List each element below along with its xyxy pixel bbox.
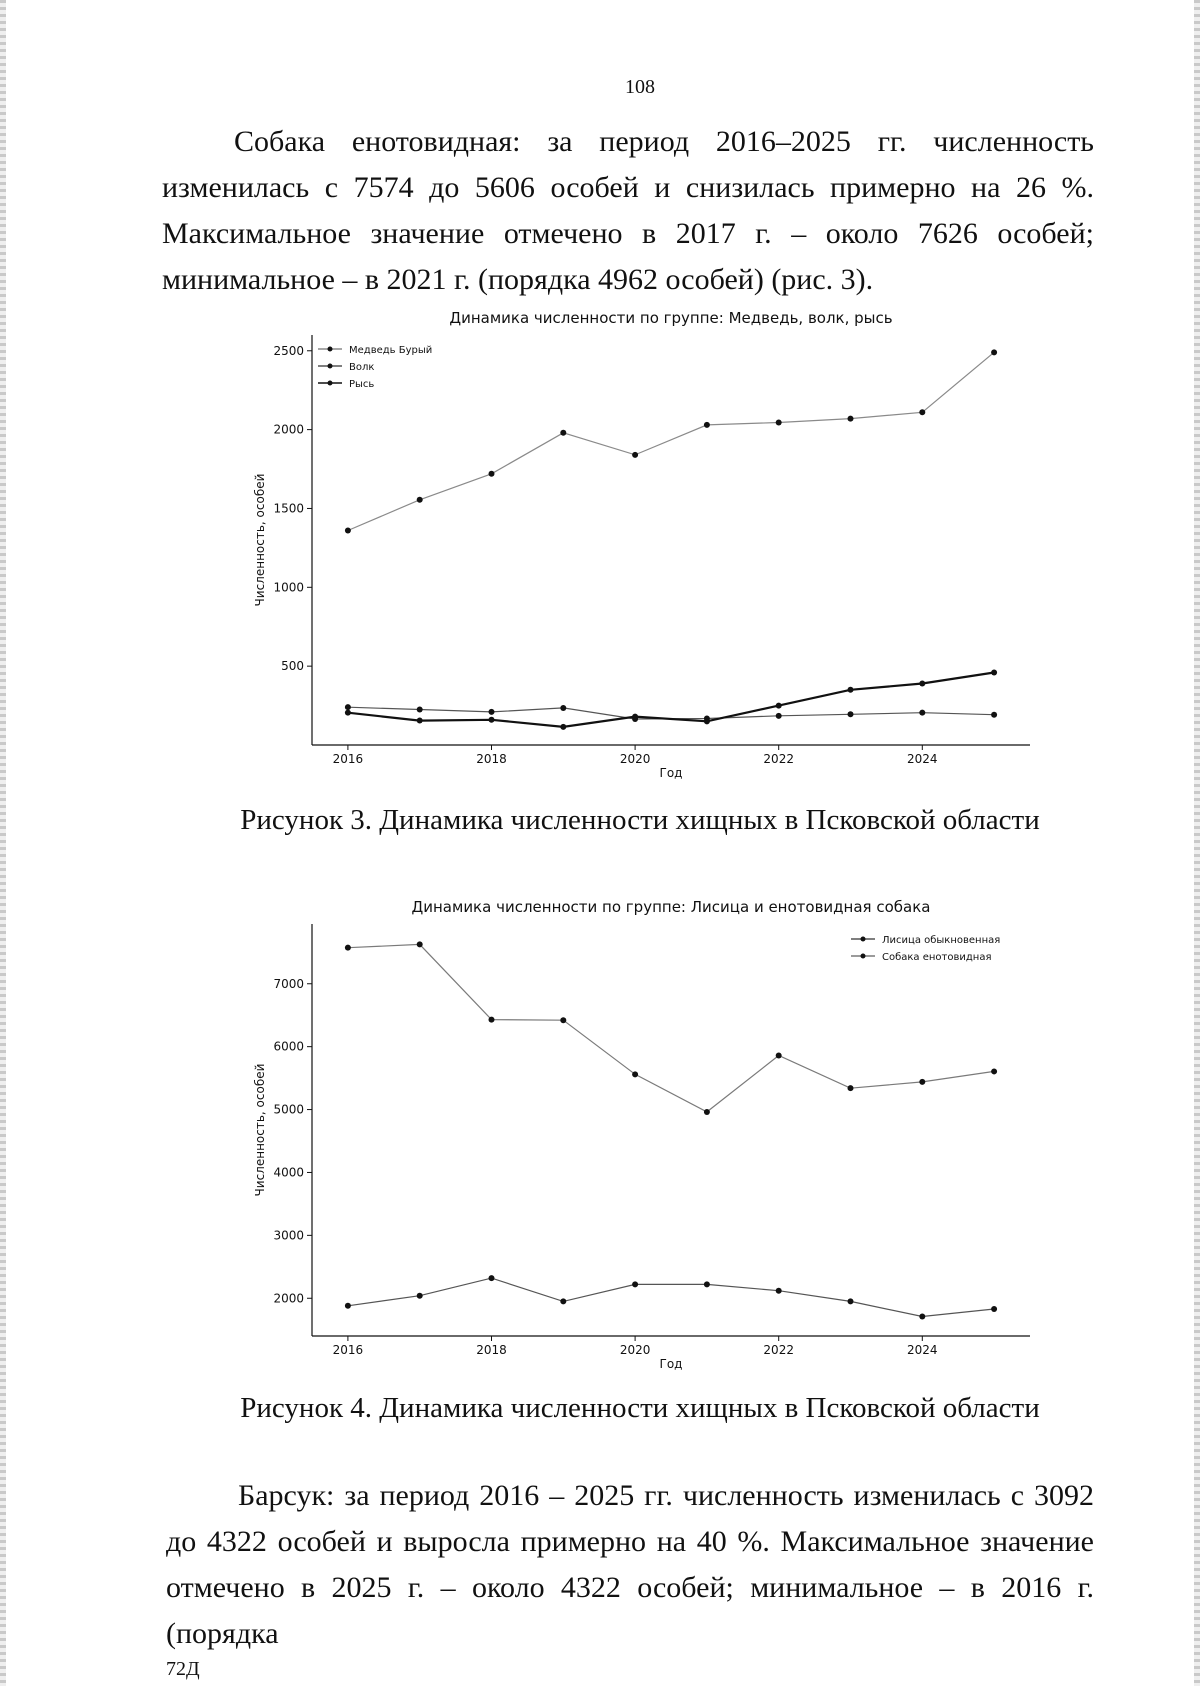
y-tick-label: 6000	[273, 1039, 304, 1054]
x-tick-label: 2018	[476, 1343, 507, 1357]
data-point	[560, 1017, 566, 1023]
legend-entry: Собака енотовидная	[882, 952, 992, 963]
y-tick-label: 2000	[273, 422, 304, 437]
legend-entry: Медведь Бурый	[349, 345, 433, 356]
x-tick-label: 2024	[907, 752, 938, 766]
y-tick-label: 5000	[273, 1102, 304, 1117]
data-point	[345, 945, 351, 951]
legend-entry: Лисица обыкновенная	[882, 935, 1001, 946]
data-point	[704, 1109, 710, 1115]
data-point	[776, 1052, 782, 1058]
data-point	[417, 941, 423, 947]
data-point	[991, 1306, 997, 1312]
legend-entry: Волк	[349, 362, 375, 373]
data-point	[991, 1068, 997, 1074]
data-point	[417, 1293, 423, 1299]
figure-3-caption: Рисунок 3. Динамика численности хищных в Псковской области	[240, 804, 1040, 836]
data-point	[704, 1281, 710, 1287]
x-tick-label: 2020	[619, 752, 651, 766]
x-tick-label: 2018	[476, 752, 507, 766]
data-point	[345, 1303, 351, 1309]
x-tick-label: 2022	[763, 1343, 794, 1357]
y-tick-label: 4000	[273, 1165, 304, 1180]
x-tick-label: 2016	[332, 1343, 364, 1357]
x-tick-label: 2020	[619, 1343, 651, 1357]
x-tick-label: 2024	[907, 1343, 938, 1357]
paragraph-badger-text: Барсук: за период 2016 – 2025 гг. численность изменилась с 3092 до 4322 особей и выросла примерно на 40 %. Максимальное значение отмечено в 2025 г. – около 4322 особей; минимальное – в 2016 г. (порядка	[166, 1479, 1094, 1650]
y-tick-label: 3000	[273, 1228, 304, 1243]
x-tick-label: 2022	[763, 752, 794, 766]
footer-code: 72Д	[166, 1658, 200, 1680]
page-number: 108	[625, 76, 655, 98]
y-tick-label: 2500	[273, 343, 304, 358]
data-point	[919, 1314, 925, 1320]
paragraph-raccoon-dog-text: Собака енотовидная: за период 2016–2025 гг. численность изменилась с 7574 до 5606 особей и снизилась примерно на 26 %. Максимальное значение отмечено в 2017 г. – около 7626 особей; минимальное – в 2021 г. (порядка 4962 особей) (рис. 3).	[162, 125, 1094, 296]
data-point	[489, 1275, 495, 1281]
y-tick-label: 1500	[273, 501, 304, 516]
data-point	[632, 1071, 638, 1077]
y-tick-label: 500	[281, 659, 304, 674]
x-axis-label: Год	[659, 766, 683, 780]
x-tick-label: 2016	[332, 752, 364, 766]
data-point	[489, 1017, 495, 1023]
x-axis-label: Год	[659, 1357, 683, 1371]
y-axis-label: Численность, особей	[253, 473, 267, 607]
y-axis-label: Численность, особей	[253, 1063, 267, 1197]
legend-entry: Рысь	[349, 379, 375, 390]
data-point	[560, 1298, 566, 1304]
paragraph-badger	[166, 1473, 1094, 1657]
chart-title: Динамика численности по группе: Лисица и енотовидная собака	[411, 898, 931, 916]
data-point	[776, 1288, 782, 1294]
series-line	[348, 1278, 994, 1316]
legend-marker	[861, 937, 866, 942]
y-tick-label: 1000	[273, 580, 304, 595]
data-point	[848, 1085, 854, 1091]
legend-marker	[861, 954, 866, 959]
series-line	[348, 944, 994, 1112]
y-tick-label: 7000	[273, 976, 304, 991]
y-tick-label: 2000	[273, 1291, 304, 1306]
data-point	[919, 1079, 925, 1085]
figure-4-caption: Рисунок 4. Динамика численности хищных в Псковской области	[240, 1392, 1040, 1424]
chart-title: Динамика численности по группе: Медведь, волк, рысь	[449, 309, 893, 327]
data-point	[632, 1281, 638, 1287]
data-point	[848, 1298, 854, 1304]
